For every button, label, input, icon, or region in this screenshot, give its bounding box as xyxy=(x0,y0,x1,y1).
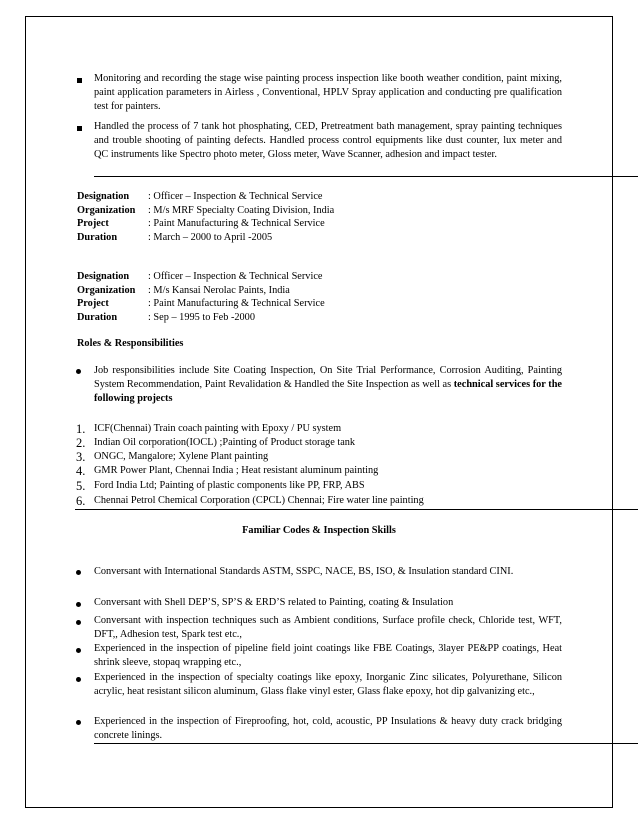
job2-project: : Paint Manufacturing & Technical Service xyxy=(148,298,325,309)
section-rule xyxy=(94,176,638,177)
job2-designation: : Officer – Inspection & Technical Service xyxy=(148,271,323,282)
job1-duration: : March – 2000 to April -2005 xyxy=(148,232,273,243)
job2-organization-label: Organization xyxy=(77,285,136,296)
job1-designation: : Officer – Inspection & Technical Service xyxy=(148,191,323,202)
round-bullet-icon xyxy=(76,369,81,374)
project-item: Indian Oil corporation(IOCL) ;Painting of Product storage tank xyxy=(94,437,356,448)
skill-item: Experienced in the inspection of pipeline field joint coatings like FBE Coatings, 3layer PE&PP coatings, Heat shrink sleeve, stopaq wrapping etc., xyxy=(94,643,562,668)
bullet-monitoring: Monitoring and recording the stage wise painting process inspection like booth weather condition, paint mixing, paint application parameters in Airless , Conventional, HPLV Spray application and conducting pre qualification test for painters. xyxy=(94,73,562,112)
skill-item: Experienced in the inspection of specialty coatings like epoxy, Inorganic Zinc silicates, Polyurethane, Silicon acrylic, heat resistant silicon aluminum, Glass flake vinyl ester, Glass flake epoxy, hot dip galvanizing etc., xyxy=(94,672,562,697)
job2-designation-label: Designation xyxy=(77,271,130,282)
roles-intro-text: Job responsibilities include Site Coating Inspection, On Site Trial Performance, Corrosion Auditing, Painting System Recommendation, Paint Revalidation & Handled the Site Inspection as well as xyxy=(94,365,562,390)
project-number: 1. xyxy=(76,422,86,436)
round-bullet-icon xyxy=(76,720,81,725)
bullet-handled-process: Handled the process of 7 tank hot phosphating, CED, Pretreatment bath management, spray painting techniques and trouble shooting of painting defects. Handled process control equipments like dust counter, lux meter and QC instruments like Spectro photo meter, Gloss meter, Wave Scanner, adhesion and impact tester. xyxy=(94,121,562,160)
skill-item: Conversant with Shell DEP’S, SP’S & ERD’S related to Painting, coating & Insulation xyxy=(94,597,454,608)
skill-item: Conversant with inspection techniques such as Ambient conditions, Surface profile check, Chloride test, WFT, DFT,, Adhesion test, Spark test etc., xyxy=(94,615,562,640)
skills-heading: Familiar Codes & Inspection Skills xyxy=(242,525,396,536)
project-number: 3. xyxy=(76,450,86,464)
job1-organization-label: Organization xyxy=(77,205,136,216)
section-rule xyxy=(75,509,638,510)
project-item: ONGC, Mangalore; Xylene Plant painting xyxy=(94,451,269,462)
skill-item: Conversant with International Standards ASTM, SSPC, NACE, BS, ISO, & Insulation standard CINI. xyxy=(94,566,514,577)
project-number: 5. xyxy=(76,479,86,493)
project-item: Ford India Ltd; Painting of plastic components like PP, FRP, ABS xyxy=(94,480,365,491)
job1-designation-label: Designation xyxy=(77,191,130,202)
project-number: 2. xyxy=(76,436,86,450)
job1-project-label: Project xyxy=(77,218,109,229)
project-item: GMR Power Plant, Chennai India ; Heat resistant aluminum painting xyxy=(94,465,379,476)
job1-duration-label: Duration xyxy=(77,232,118,243)
project-item: ICF(Chennai) Train coach painting with Epoxy / PU system xyxy=(94,423,342,434)
round-bullet-icon xyxy=(76,570,81,575)
project-item: Chennai Petrol Chemical Corporation (CPCL) Chennai; Fire water line painting xyxy=(94,495,424,506)
roles-intro-paragraph xyxy=(94,364,562,406)
square-bullet-icon xyxy=(77,78,82,83)
roles-intro-bold: technical services for the following projects xyxy=(94,379,562,404)
job2-duration-label: Duration xyxy=(77,312,118,323)
job2-duration: : Sep – 1995 to Feb -2000 xyxy=(148,312,255,323)
project-number: 4. xyxy=(76,464,86,478)
project-number: 6. xyxy=(76,494,86,508)
round-bullet-icon xyxy=(76,620,81,625)
round-bullet-icon xyxy=(76,648,81,653)
job1-organization: : M/s MRF Specialty Coating Division, India xyxy=(148,205,335,216)
job1-project: : Paint Manufacturing & Technical Service xyxy=(148,218,325,229)
round-bullet-icon xyxy=(76,677,81,682)
skill-item: Experienced in the inspection of Fireproofing, hot, cold, acoustic, PP Insulations & heavy duty crack bridging concrete linings. xyxy=(94,716,562,741)
square-bullet-icon xyxy=(77,126,82,131)
job2-organization: : M/s Kansai Nerolac Paints, India xyxy=(148,285,290,296)
job2-project-label: Project xyxy=(77,298,109,309)
round-bullet-icon xyxy=(76,602,81,607)
section-rule xyxy=(94,743,638,744)
roles-heading: Roles & Responsibilities xyxy=(77,338,184,349)
